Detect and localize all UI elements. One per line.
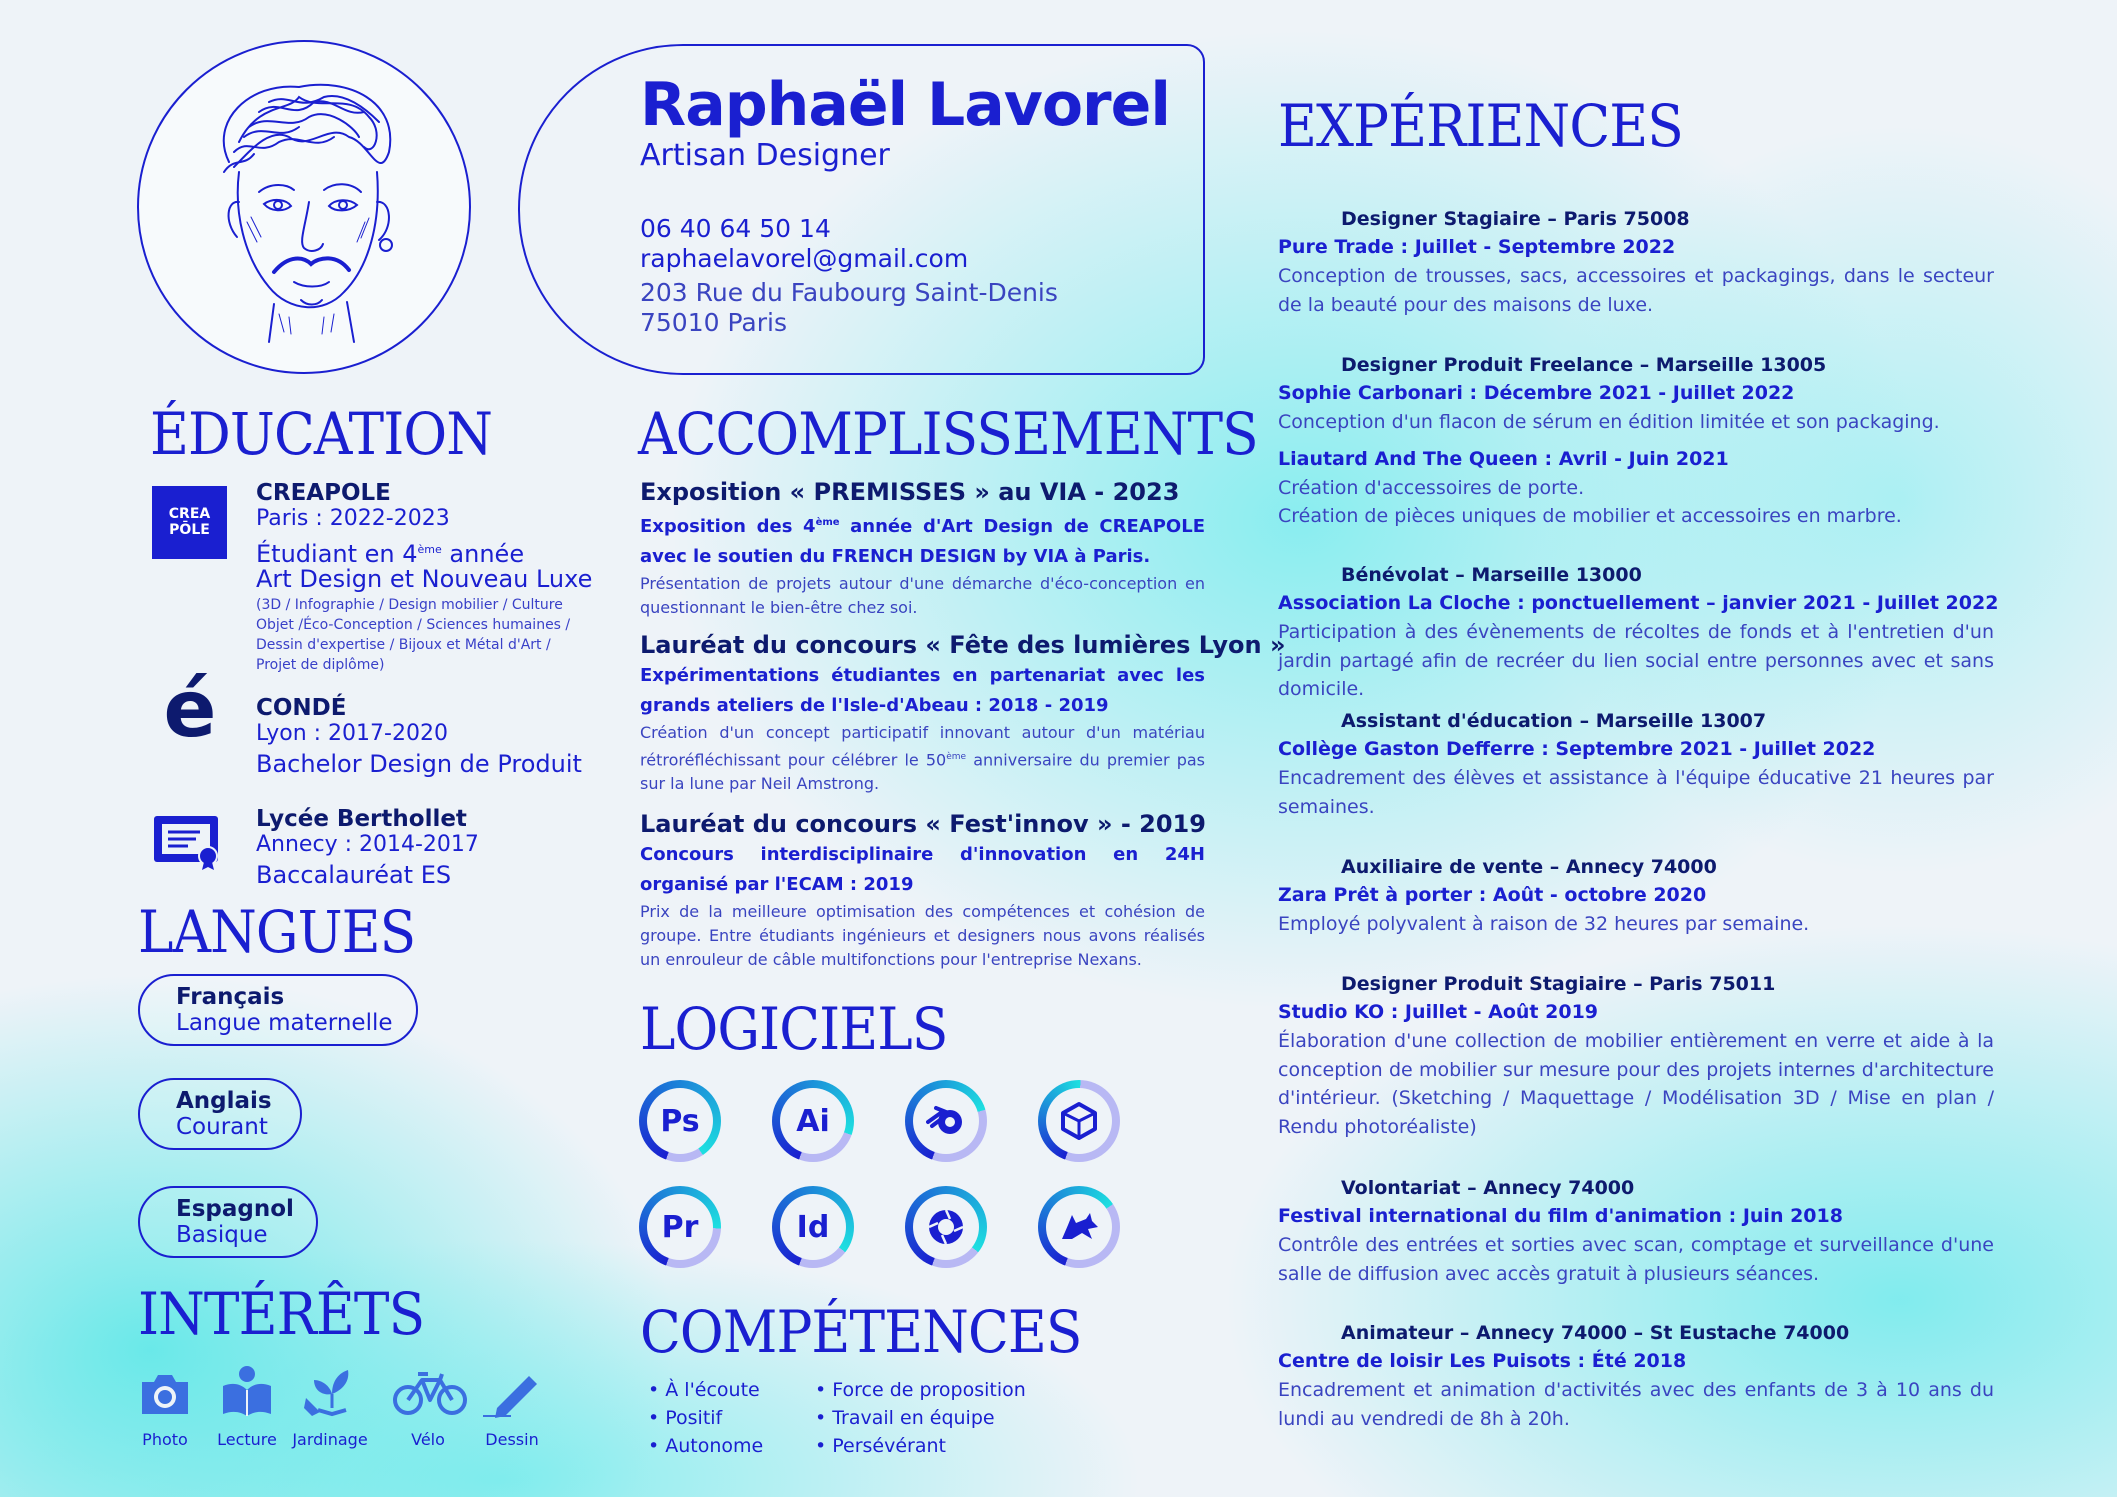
accomplishment-subtitle	[640, 508, 1205, 572]
bicycle-icon	[392, 1368, 468, 1418]
experience-description: Encadrement des élèves et assistance à l'équipe éducative 21 heures par semaines.	[1278, 767, 1994, 818]
experience-title: Designer Produit Freelance – Marseille 13005	[1341, 354, 1827, 376]
interest-label: Jardinage	[292, 1430, 368, 1449]
language-level: Courant	[176, 1114, 268, 1140]
acc-sub-pre: Exposition des 4	[640, 516, 816, 537]
language-english	[138, 1078, 302, 1150]
experience-description: Conception d'un flacon de sérum en édition limitée et son packaging.	[1278, 411, 1940, 433]
address-line-2: 75010 Paris	[640, 308, 787, 337]
accomplishment-description: Prix de la meilleure optimisation des compétences et cohésion de groupe. Entre étudiants ingénieurs et designers nous avons réalisés un enrouleur de câble multifonctions pour l'entreprise Nexans.	[640, 902, 1205, 969]
experience-item	[1278, 561, 1999, 704]
competence-item: • À l'écoute	[648, 1379, 760, 1401]
language-name: Espagnol	[176, 1196, 294, 1222]
edu-degree-post: année	[441, 540, 525, 568]
edu-degree-sup: ème	[417, 543, 442, 556]
language-name: Français	[176, 984, 285, 1010]
software-indesign	[772, 1186, 854, 1268]
competence-item: • Persévérant	[815, 1435, 946, 1457]
experience-item	[1278, 205, 1994, 319]
interest-reading	[207, 1364, 287, 1449]
software-premiere	[639, 1186, 721, 1268]
interest-label: Dessin	[485, 1430, 539, 1449]
camera-icon	[138, 1370, 192, 1418]
edu-degree-pre: Étudiant en 4	[256, 540, 418, 568]
acc-sub-post: année d'Art Design de CREAPOLE avec le soutien du FRENCH DESIGN by VIA à Paris.	[640, 516, 1205, 567]
experience-company: Pure Trade : Juillet - Septembre 2022	[1278, 236, 1676, 258]
accomplishment-title: Exposition « PREMISSES » au VIA - 2023	[640, 478, 1180, 506]
experience-title: Designer Stagiaire – Paris 75008	[1341, 208, 1690, 230]
email-address[interactable]: raphaelavorel@gmail.com	[640, 244, 969, 273]
keyshot-icon	[913, 1194, 979, 1260]
experience-item	[1278, 707, 1994, 821]
experience-title: Auxiliaire de vente – Annecy 74000	[1341, 856, 1717, 878]
edu-school: CREAPOLE	[256, 480, 391, 506]
experience-title: Bénévolat – Marseille 13000	[1341, 564, 1642, 586]
interest-label: Photo	[142, 1430, 188, 1449]
experiences-heading: EXPÉRIENCES	[1278, 92, 1683, 160]
diploma-icon	[152, 812, 224, 876]
language-spanish	[138, 1186, 318, 1258]
experience-description: Élaboration d'une collection de mobilier entièrement en verre et aide à la conception de mobilier sur mesure pour des projets internes d'architecture d'intérieur. (Sketching / Maquettage / Modélisation 3D / Mise en plan / Rendu photoréaliste)	[1278, 1030, 1994, 1138]
experience-item	[1278, 351, 1994, 531]
experience-description-2a: Création d'accessoires de porte.	[1278, 476, 1585, 499]
software-illustrator	[772, 1080, 854, 1162]
experience-description: Contrôle des entrées et sorties avec scan, comptage et surveillance d'une salle de diffusion avec accès gratuit à plusieurs séances.	[1278, 1234, 1994, 1285]
photoshop-icon: Ps	[647, 1088, 713, 1154]
experience-item	[1278, 1319, 1994, 1433]
experience-description: Participation à des évènements de récoltes de fonds et à l'entretien d'un jardin partagé afin de recréer du lien social entre personnes avec et sans domicile.	[1278, 621, 1994, 700]
experience-company-2: Liautard And The Queen : Avril - Juin 2021	[1278, 447, 1729, 470]
edu-date: Lyon : 2017-2020	[256, 721, 448, 746]
portrait-drawing	[137, 40, 471, 374]
competences-column-1	[648, 1376, 763, 1460]
competence-item: • Travail en équipe	[815, 1407, 995, 1429]
experience-company: Festival international du film d'animation : Juin 2018	[1278, 1205, 1843, 1227]
creapole-logo-text: CREA PŌLE	[168, 506, 211, 538]
interests-heading: INTÉRÊTS	[138, 1280, 425, 1348]
languages-heading: LANGUES	[138, 898, 416, 966]
experience-company: Association La Cloche : ponctuellement – janvier 2021 - Juillet 2022	[1278, 592, 1999, 614]
software-heading: LOGICIELS	[640, 995, 948, 1063]
accomplishment-description	[640, 721, 1205, 796]
accomplishment-description: Présentation de projets autour d'une démarche d'éco-conception en questionnant le bien-être chez soi.	[640, 574, 1205, 617]
blender-icon	[913, 1088, 979, 1154]
acc-sub-sup: ème	[815, 517, 840, 528]
software-unity	[1038, 1080, 1120, 1162]
creapole-logo	[152, 486, 227, 559]
education-item-creapole	[256, 480, 592, 675]
accomplishment-item	[640, 478, 1205, 620]
interest-label: Lecture	[217, 1430, 277, 1449]
experience-item	[1278, 970, 1994, 1141]
interest-gardening	[290, 1364, 370, 1449]
accomplishment-title: Lauréat du concours « Fest'innov » - 2019	[640, 810, 1206, 838]
edu-degree	[256, 537, 592, 567]
experience-company: Studio KO : Juillet - Août 2019	[1278, 1001, 1599, 1023]
interest-bike	[390, 1368, 470, 1449]
address-line-1: 203 Rue du Faubourg Saint-Denis	[640, 278, 1058, 307]
edu-date: Annecy : 2014-2017	[256, 832, 479, 857]
illustrator-icon: Ai	[780, 1088, 846, 1154]
experience-description-2b: Création de pièces uniques de mobilier et accessoires en marbre.	[1278, 505, 1902, 527]
accomplishment-subtitle: Concours interdisciplinaire d'innovation en 24H organisé par l'ECAM : 2019	[640, 844, 1205, 895]
acc-desc-sup: ème	[946, 752, 967, 762]
software-keyshot	[905, 1186, 987, 1268]
software-blender	[905, 1080, 987, 1162]
candidate-name: Raphaël Lavorel	[640, 70, 1170, 140]
experience-item	[1278, 853, 1994, 939]
experience-company: Centre de loisir Les Puisots : Été 2018	[1278, 1350, 1687, 1372]
education-item-berthollet	[256, 806, 479, 888]
edu-school: CONDÉ	[256, 695, 347, 721]
experience-title: Animateur – Annecy 74000 – St Eustache 74000	[1341, 1322, 1850, 1344]
experience-title: Designer Produit Stagiaire – Paris 75011	[1341, 973, 1776, 995]
indesign-icon: Id	[780, 1194, 846, 1260]
interest-photo	[125, 1370, 205, 1449]
accomplishment-subtitle: Expérimentations étudiantes en partenariat avec les grands ateliers de l'Isle-d'Abeau : 2018 - 2019	[640, 665, 1205, 716]
accomplishment-item	[640, 810, 1206, 972]
experience-company: Zara Prêt à porter : Août - octobre 2020	[1278, 884, 1707, 906]
edu-date: Paris : 2022-2023	[256, 506, 450, 531]
rhino-icon	[1046, 1194, 1112, 1260]
competence-item: • Positif	[648, 1407, 723, 1429]
accomplishment-item	[640, 631, 1286, 796]
acc-desc-pre: Création d'un concept participatif innovant autour d'un matériau rétroréfléchissant pour célébrer le 50	[640, 723, 1205, 770]
unity-icon	[1046, 1088, 1112, 1154]
education-heading: ÉDUCATION	[150, 400, 492, 468]
edu-degree: Bachelor Design de Produit	[256, 750, 582, 778]
experience-title: Volontariat – Annecy 74000	[1341, 1177, 1635, 1199]
pencil-icon	[481, 1370, 543, 1418]
experience-title: Assistant d'éducation – Marseille 13007	[1341, 710, 1767, 732]
competence-item: • Autonome	[648, 1435, 764, 1457]
accomplishment-title: Lauréat du concours « Fête des lumières Lyon »	[640, 631, 1286, 659]
edu-school: Lycée Berthollet	[256, 806, 467, 832]
phone-number[interactable]: 06 40 64 50 14	[640, 214, 831, 243]
language-level: Basique	[176, 1222, 268, 1248]
acc-desc-post: anniversaire du premier pas sur la lune par Neil Amstrong.	[640, 750, 1205, 794]
software-photoshop	[639, 1080, 721, 1162]
software-rhino	[1038, 1186, 1120, 1268]
reading-icon	[219, 1364, 275, 1418]
language-french	[138, 974, 418, 1046]
experience-gap	[1278, 437, 1994, 445]
language-level: Langue maternelle	[176, 1010, 393, 1036]
experience-item	[1278, 1174, 1994, 1288]
experience-description: Encadrement et animation d'activités avec des enfants de 3 à 10 ans du lundi au vendredi de 8h à 20h.	[1278, 1379, 1994, 1430]
language-name: Anglais	[176, 1088, 272, 1114]
interest-label: Vélo	[411, 1430, 445, 1449]
experience-description: Conception de trousses, sacs, accessoires et packagings, dans le secteur de la beauté pour des maisons de luxe.	[1278, 265, 1994, 316]
candidate-role: Artisan Designer	[640, 138, 890, 173]
competence-item: • Force de proposition	[815, 1379, 1026, 1401]
experience-description: Employé polyvalent à raison de 32 heures par semaine.	[1278, 913, 1810, 935]
competences-heading: COMPÉTENCES	[640, 1298, 1082, 1366]
competences-column-2	[815, 1376, 1026, 1460]
conde-logo: é	[163, 665, 217, 755]
edu-degree: Baccalauréat ES	[256, 861, 452, 889]
premiere-icon: Pr	[647, 1194, 713, 1260]
education-item-conde	[256, 695, 582, 777]
experience-company: Collège Gaston Defferre : Septembre 2021 - Juillet 2022	[1278, 738, 1876, 760]
interest-drawing	[472, 1370, 552, 1449]
experience-company: Sophie Carbonari : Décembre 2021 - Juillet 2022	[1278, 382, 1795, 404]
accomplishments-heading: ACCOMPLISSEMENTS	[638, 400, 1258, 468]
edu-degree-line2: Art Design et Nouveau Luxe	[256, 565, 593, 593]
edu-details: (3D / Infographie / Design mobilier / Culture Objet /Éco-Conception / Sciences humaines / Dessin d'expertise / Bijoux et Métal d'Art / Projet de diplôme)	[256, 597, 571, 673]
gardening-icon	[302, 1364, 358, 1418]
